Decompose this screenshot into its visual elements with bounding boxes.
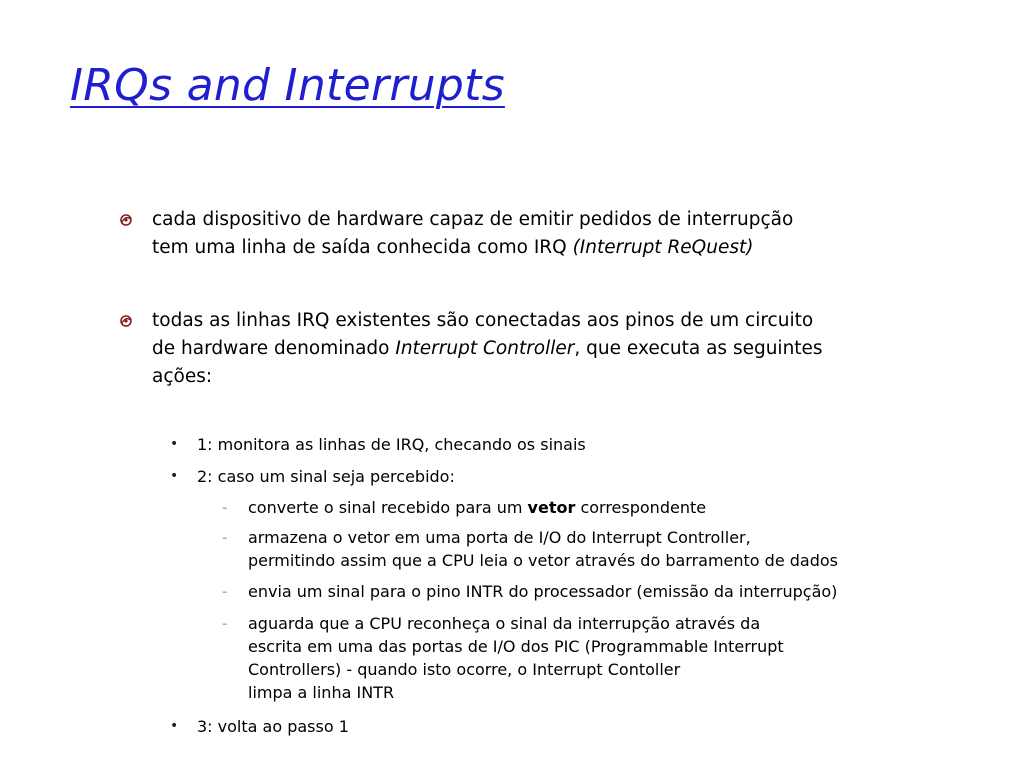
step-text: 1: monitora as linhas de IRQ, checando os sinais	[197, 435, 586, 454]
bullet-text: , que executa as seguintes	[574, 338, 823, 359]
bullet-item	[152, 307, 932, 391]
bullet-line	[152, 335, 932, 363]
bullet-line	[152, 234, 932, 262]
dot-bullet-icon: •	[170, 436, 179, 452]
substep-line: escrita em uma das portas de I/O dos PIC (Programmable Interrupt	[248, 637, 784, 656]
step-item	[170, 715, 957, 738]
step-text: 2: caso um sinal seja percebido:	[197, 467, 455, 486]
bullet-italic-text: (Interrupt ReQuest)	[572, 237, 754, 258]
bullet-text: tem uma linha de saída conhecida como IRQ	[152, 237, 573, 258]
dot-bullet-icon: •	[170, 468, 179, 484]
substep-line: permitindo assim que a CPU leia o vetor através do barramento de dados	[248, 551, 838, 570]
dash-bullet-icon: –	[222, 501, 228, 514]
dash-bullet-icon: –	[222, 585, 228, 598]
bullet-line: todas as linhas IRQ existentes são conectadas aos pinos de um circuito	[152, 310, 814, 331]
swirl-bullet-icon	[119, 213, 133, 227]
bullet-italic-text: Interrupt Controller	[395, 338, 575, 359]
bullet-text: de hardware denominado	[152, 338, 396, 359]
step-item	[170, 433, 957, 456]
substep-text: correspondente	[575, 498, 707, 517]
substep-line: envia um sinal para o pino INTR do processador (emissão da interrupção)	[248, 582, 838, 601]
substep-item	[222, 526, 948, 572]
substep-line: aguarda que a CPU reconheça o sinal da interrupção através da	[248, 614, 761, 633]
step-text: 3: volta ao passo 1	[197, 717, 349, 736]
substep-item	[222, 612, 948, 704]
dash-bullet-icon: –	[222, 531, 228, 544]
slide-title: IRQs and Interrupts	[70, 60, 505, 111]
substep-item	[222, 580, 948, 603]
substep-line: armazena o vetor em uma porta de I/O do Interrupt Controller,	[248, 528, 751, 547]
step-item	[170, 465, 957, 488]
substep-line: Controllers) - quando isto ocorre, o Interrupt Contoller	[248, 660, 681, 679]
bullet-item	[152, 206, 932, 262]
substep-item	[222, 496, 948, 519]
bullet-line: cada dispositivo de hardware capaz de emitir pedidos de interrupção	[152, 209, 794, 230]
dot-bullet-icon: •	[170, 718, 179, 734]
dash-bullet-icon: –	[222, 617, 228, 630]
substep-line	[248, 496, 948, 519]
swirl-bullet-icon	[119, 314, 133, 328]
substep-line: limpa a linha INTR	[248, 683, 395, 702]
bullet-line: ações:	[152, 366, 213, 387]
substep-text: converte o sinal recebido para um	[248, 498, 528, 517]
substep-bold-text: vetor	[527, 498, 576, 517]
